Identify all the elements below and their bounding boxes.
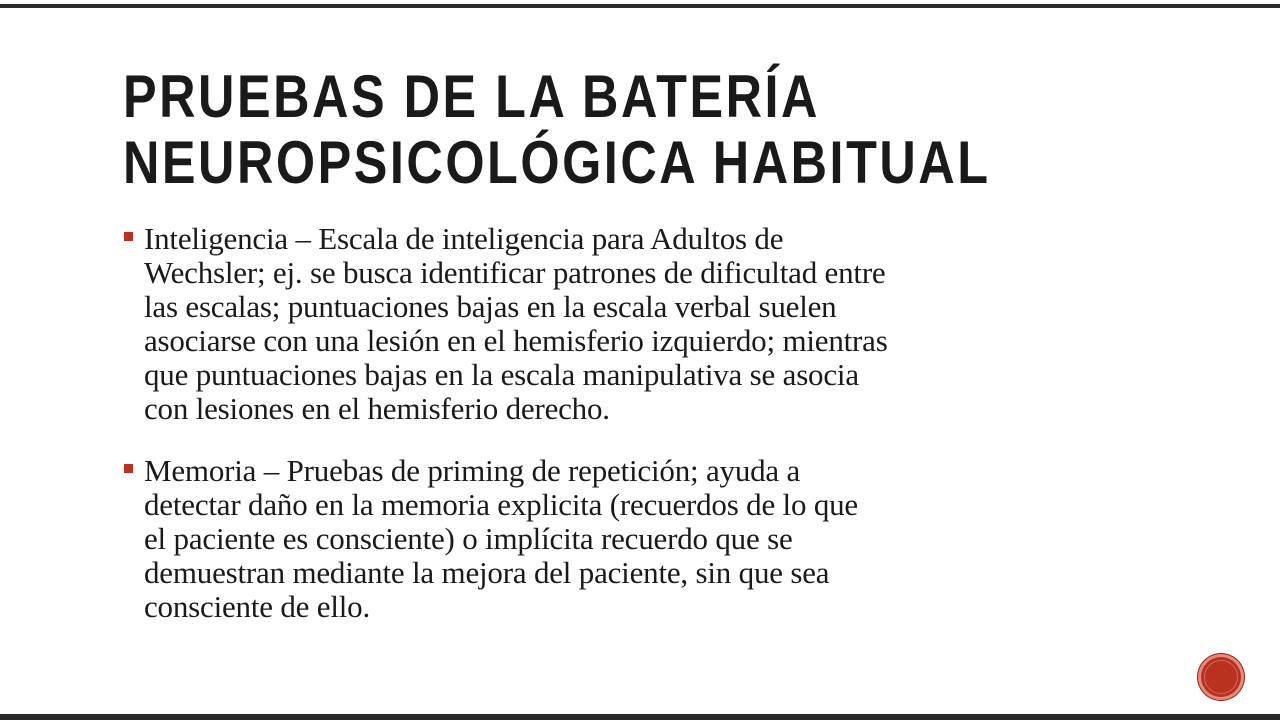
slide-content [118, 222, 1168, 652]
bullet-item-memoria [118, 454, 1168, 624]
bullet-line: consciente de ello. [144, 589, 371, 624]
square-bullet-icon [124, 464, 133, 473]
bullet-line: demuestran mediante la mejora del paciente, sin que sea [144, 555, 830, 590]
top-rule [0, 4, 1280, 8]
title-line-1: PRUEBAS DE LA BATERÍA [123, 63, 820, 130]
bullet-line: detectar daño en la memoria explicita (recuerdos de lo que [144, 487, 858, 522]
bullet-line: el paciente es consciente) o implícita recuerdo que se [144, 521, 793, 556]
bullet-line: Inteligencia – Escala de inteligencia para Adultos de [144, 221, 784, 256]
title-line-2: NEUROPSICOLÓGICA HABITUAL [123, 129, 991, 196]
bullet-line: las escalas; puntuaciones bajas en la escala verbal suelen [144, 289, 837, 324]
bottom-rule [0, 714, 1280, 720]
square-bullet-icon [124, 232, 133, 241]
bullet-line: Memoria – Pruebas de priming de repetición; ayuda a [144, 453, 801, 488]
bullet-item-inteligencia [118, 222, 1168, 426]
badge-ring-icon [1204, 660, 1238, 694]
bullet-line: que puntuaciones bajas en la escala manipulativa se asocia [144, 357, 859, 392]
slide-title [123, 64, 1163, 196]
bullet-line: asociarse con una lesión en el hemisferio izquierdo; mientras [144, 323, 888, 358]
bullet-line: Wechsler; ej. se busca identificar patrones de dificultad entre [144, 255, 886, 290]
bullet-line: con lesiones en el hemisferio derecho. [144, 391, 610, 426]
